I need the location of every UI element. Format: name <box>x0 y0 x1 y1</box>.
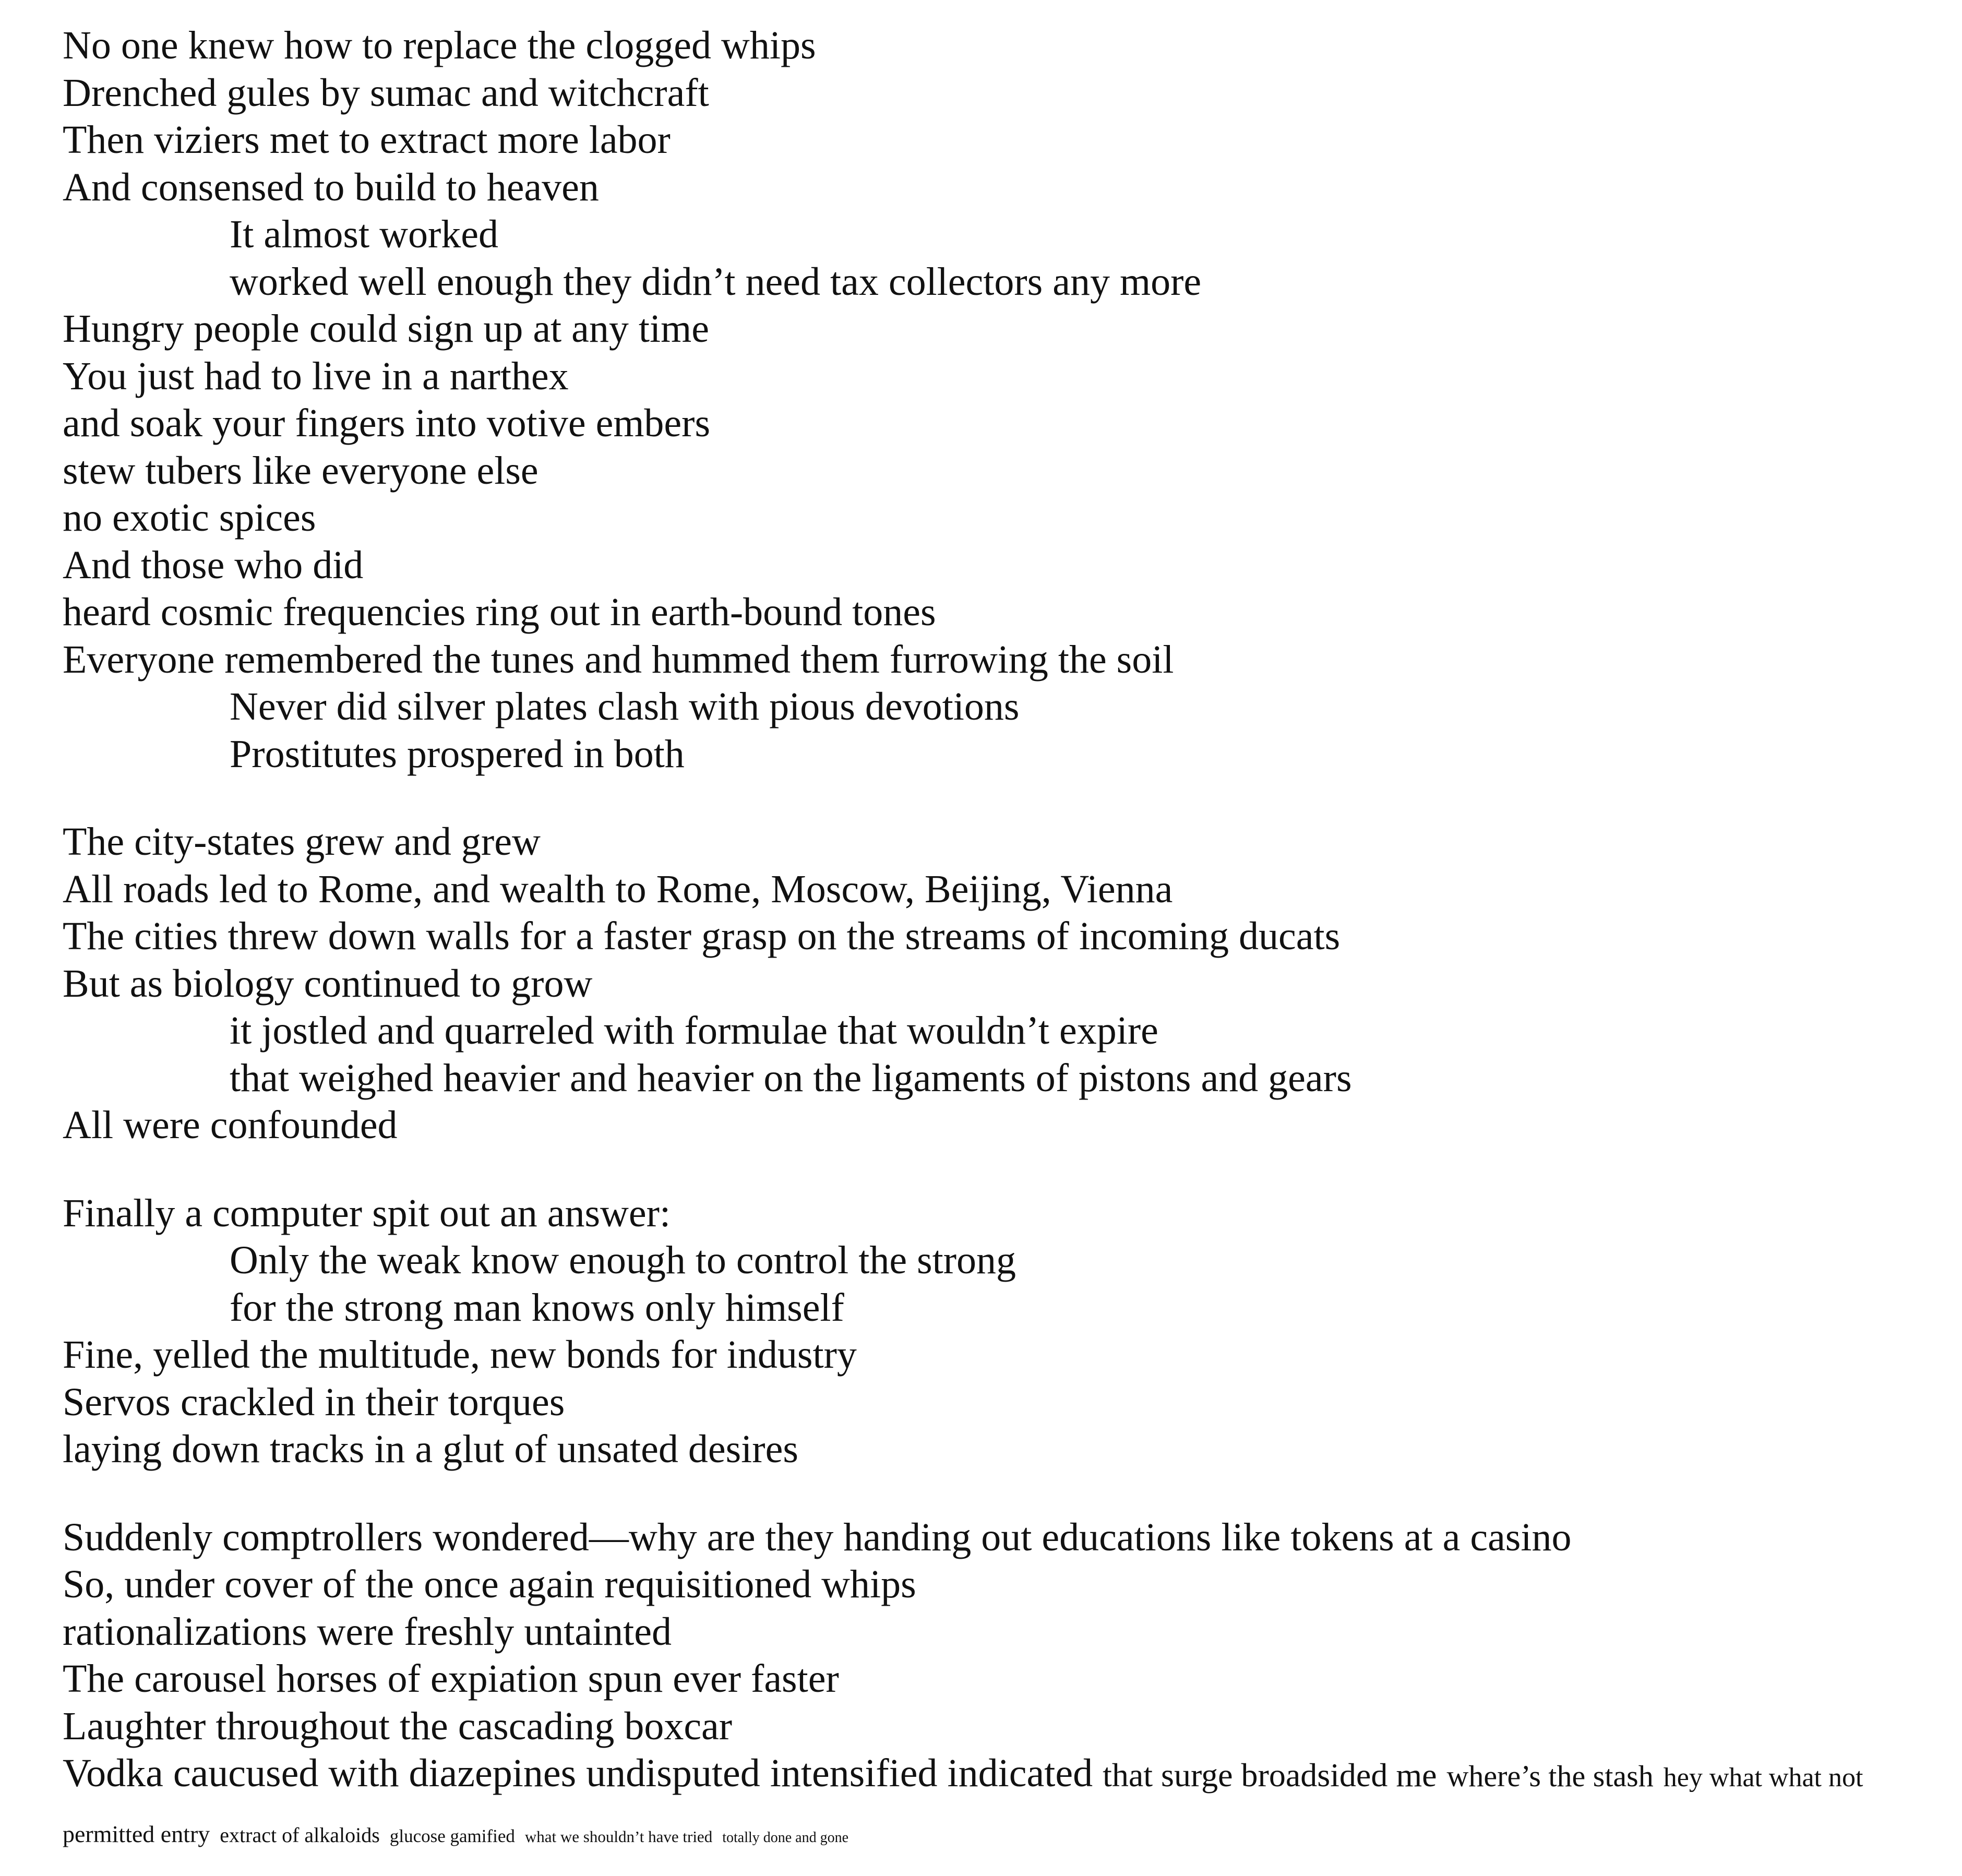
poem-line: and soak your fingers into votive embers <box>63 401 711 445</box>
poem-line: You just had to live in a narthex <box>63 354 569 398</box>
poem-line: worked well enough they didn’t need tax collectors any more <box>230 259 1202 304</box>
poem-line: Everyone remembered the tunes and hummed them furrowing the soil <box>63 637 1174 682</box>
poem <box>63 22 1941 1854</box>
final-line-part-2 <box>63 1813 1941 1854</box>
stanza-break <box>63 1473 1941 1514</box>
poem-line: Suddenly comptrollers wondered—why are they handing out educations like tokens at a casino <box>63 1515 1572 1559</box>
poem-line: No one knew how to replace the clogged whips <box>63 23 816 67</box>
poem-line: And consensed to build to heaven <box>63 165 599 209</box>
poem-line: All were confounded <box>63 1103 398 1147</box>
poem-line: laying down tracks in a glut of unsated desires <box>63 1427 798 1471</box>
poem-line: But as biology continued to grow <box>63 961 593 1006</box>
shrinking-text-segment: totally done and gone <box>722 1829 849 1846</box>
poem-line: The carousel horses of expiation spun ever faster <box>63 1657 839 1701</box>
poem-line: It almost worked <box>230 212 499 256</box>
final-line-part-1 <box>63 1750 1941 1802</box>
poem-line: Finally a computer spit out an answer: <box>63 1191 671 1235</box>
shrinking-text-segment: glucose gamified <box>389 1825 515 1846</box>
poem-line: Only the weak know enough to control the strong <box>230 1238 1016 1282</box>
stanza-break <box>63 778 1941 818</box>
shrinking-text-segment: where’s the stash <box>1446 1759 1654 1793</box>
poem-line: The city-states grew and grew <box>63 820 541 864</box>
poem-line: no exotic spices <box>63 496 316 540</box>
poem-line: Never did silver plates clash with pious devotions <box>230 685 1020 728</box>
poem-line: it jostled and quarreled with formulae that wouldn’t expire <box>230 1009 1158 1053</box>
shrinking-text-segment: what we shouldn’t have tried <box>524 1827 713 1846</box>
poem-line: So, under cover of the once again requisitioned whips <box>63 1562 916 1606</box>
poem-line: that weighed heavier and heavier on the ligaments of pistons and gears <box>230 1056 1352 1100</box>
shrinking-text-segment: extract of alkaloids <box>220 1823 380 1847</box>
shrinking-text-segment: hey what what not <box>1663 1763 1863 1793</box>
stanza-break <box>63 1149 1941 1190</box>
shrinking-text-segment: Vodka caucused with diazepines undisputed intensified indicated <box>63 1751 1093 1795</box>
poem-line: stew tubers like everyone else <box>63 448 539 493</box>
poem-line: All roads led to Rome, and wealth to Rome, Moscow, Beijing, Vienna <box>63 867 1173 911</box>
shrinking-text-segment: permitted entry <box>63 1820 210 1847</box>
poem-line: rationalizations were freshly untainted <box>63 1609 672 1654</box>
poem-line: The cities threw down walls for a faster grasp on the streams of incoming ducats <box>63 914 1341 958</box>
poem-line: Servos crackled in their torques <box>63 1380 565 1424</box>
poem-line: for the strong man knows only himself <box>230 1285 844 1330</box>
poem-line: Fine, yelled the multitude, new bonds for industry <box>63 1333 857 1377</box>
poem-line: Hungry people could sign up at any time <box>63 307 709 351</box>
poem-line: And those who did <box>63 543 364 587</box>
poem-line: Then viziers met to extract more labor <box>63 118 671 162</box>
poem-line: heard cosmic frequencies ring out in earth-bound tones <box>63 590 936 634</box>
shrinking-text-segment: that surge broadsided me <box>1103 1756 1437 1794</box>
poem-line: Prostitutes prospered in both <box>230 732 685 776</box>
poem-line: Drenched gules by sumac and witchcraft <box>63 70 709 115</box>
poem-line: Laughter throughout the cascading boxcar <box>63 1704 733 1748</box>
